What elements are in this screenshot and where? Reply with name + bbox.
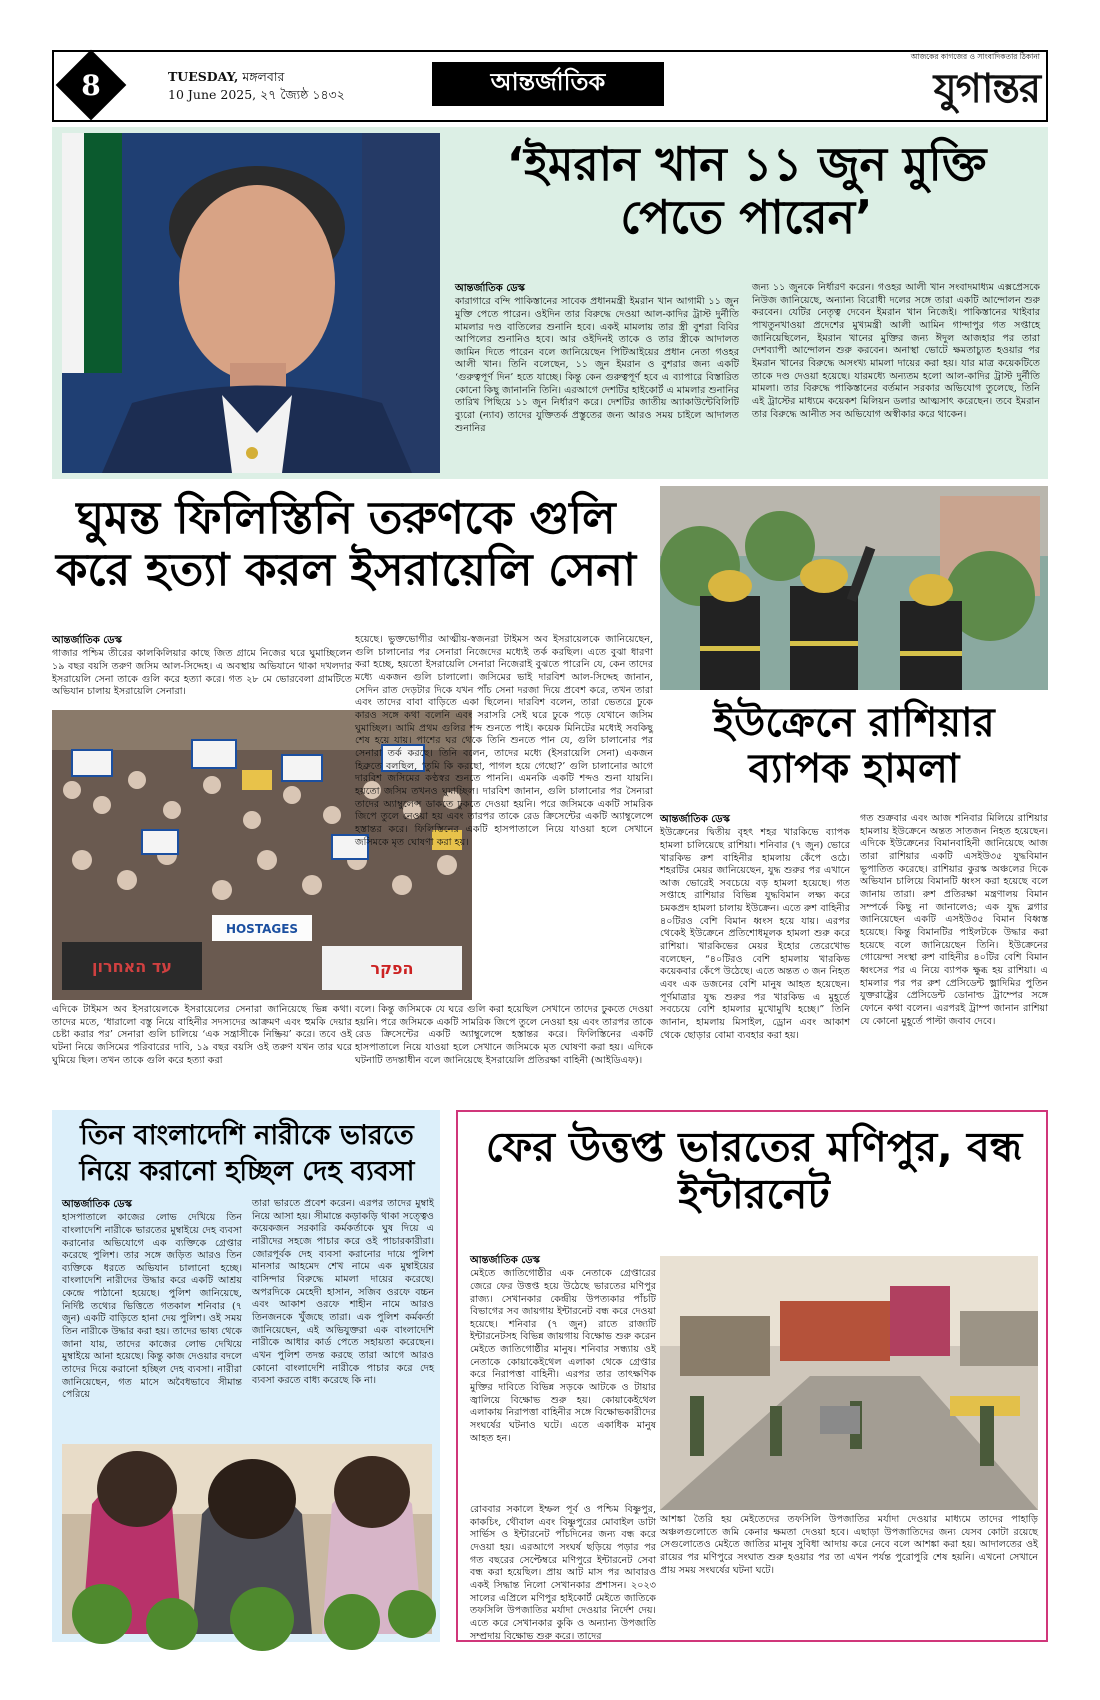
day-en: TUESDAY, [168, 69, 239, 84]
gaza-text-top: গাজার পশ্চিম তীরের কালকিলিয়ার কাছে জিত গ্রামে নিজের ঘরে ঘুমাচ্ছিলেন ১৯ বছর বয়সি তরুণ জসিম আল-সিদ্দেহ। এ অবস্থায় অভিযানে থাকা দখলদার ইসরায়েলি সেনা তাকে গুলি করে হত্যা করে। গত ২৮ মে ভোরবেলা গ্রামটিতে অভিযান চালায় ইসরায়েলি সেনারা। [52, 648, 352, 698]
ukraine-text-2: গত শুক্রবার এবং আজ শনিবার মিলিয়ে রাশিয়ার হামলায় ইউক্রেনে অন্তত সাতজন নিহত হয়েছেন। এদিকে ইউক্রেনের বিমানবাহিনী জানিয়েছে আজ তারা রাশিয়ার একটি এসইউ৩৫ যুদ্ধবিমান ভূপাতিত করেছে। রাশিয়ার কুরস্ক অঞ্চলের দিকে অভিযান চালিয়ে বিমানটি ধ্বংস করা হয়েছে বলে জানায় তারা। রুশ প্রতিরক্ষা মন্ত্রণালয় বিমান সম্পর্কে কিছু না জানালেও; এক যুদ্ধ ব্লগার জানিয়েছেন একটি এসইউ৩৫ বিমান বিধ্বস্ত হয়েছে। কিন্তু বিমানটির পাইলটকে উদ্ধার করা হয়েছে বলে জানিয়েছেন তিনি। ইউক্রেনের গোয়েন্দা সংস্থা রুশ বাহিনীর ৪০টির বেশি বিমান ধ্বংসের পর এ নিয়ে ব্যাপক ক্ষুব্ধ হয় রাশিয়া। এ হামলার পর পর রুশ প্রেসিডেন্ট ভ্লাদিমির পুতিন যুক্তরাষ্ট্রের প্রেসিডেন্ট ডোনাল্ড ট্রাম্পের সঙ্গে ফোনে কথা বলেন। এরপরই ট্রাম্প জানান রাশিয়া যে কোনো মুহূর্তে পাল্টা জবাব দেবে। [860, 813, 1048, 1027]
bangladesh-text-2: তারা ভারতে প্রবেশ করেন। এরপর তাদের মুম্বাই নিয়ে আসা হয়। সীমান্তে কড়াকড়ি থাকা সত্ত্বেও কয়েকজন সরকারি কর্মকর্তাকে ঘুষ দিয়ে এ নারীদের সহজে পাচার করে ওই পাচারকারীরা। জোরপূর্বক দেহ ব্যবসা করানোর দায়ে পুলিশ মানসার আহমেদ শেখ নামে এক মুম্বাইয়ের বাসিন্দার বিরুদ্ধে মামলা দায়ের করেছে। অপরদিকে মেহেদী হাসান, সজিব ওরফে বচ্চন এবং আকাশ ওরফে শাহীন নামে আরও তিনজনকে খুঁজছে তারা। এক পুলিশ কর্মকর্তা জানিয়েছেন, এই অভিযুক্তরা এক বাংলাদেশি নারীকে আধার কার্ড পেতে সহায়তা করেছেন। এখন পুলিশ তদন্ত করছে তারা আগে আরও কোনো বাংলাদেশি নারীকে পাচার করে দেহ ব্যবসা করতে বাধ্য করেছে কি না। [252, 1198, 434, 1387]
ukraine-text-1: ইউক্রেনের দ্বিতীয় বৃহৎ শহর খারকিভে ব্যাপক হামলা চালিয়েছে রাশিয়া। শনিবার (৭ জুন) ভোরে খারকিভ রুশ বাহিনীর হামলায় কেঁপে ওঠে। শহরটির মেয়র জানিয়েছেন, যুদ্ধ শুরুর পর এখানে আজ ভোরেই সবচেয়ে বড় হামলা হয়েছে। গত সপ্তাহে রাশিয়ার বিভিন্ন যুদ্ধবিমান লক্ষ্য করে চমকপ্রদ হামলা চালায় ইউক্রেন। এতে রুশ বাহিনীর ৪০টিরও বেশি বিমান ধ্বংস হয়ে যায়। এরপর থেকেই ইউক্রেনে প্রতিশোধমূলক হামলা শুরু করে রাশিয়া। খারকিভের মেয়র ইহোর তেরেখোভ বলেছেন, “৪০টিরও বেশি হামলায় খারকিভ কয়েকবার কেঁপে উঠেছে। এতে অন্তত ৩ জন নিহত এবং এক ডজনের বেশি মানুষ আহত হয়েছেন। পূর্ণমাত্রার যুদ্ধ শুরুর পর খারকিভ এ মুহূর্তে সবচেয়ে বেশি হামলার মুখোমুখি হচ্ছে।” তিনি জানান, হামলায় মিসাইল, ড্রোন এবং আকাশ থেকে ছোড়ার বোমা ব্যবহার করা হয়। [660, 827, 850, 1041]
bangladesh-column-2 [252, 1198, 434, 1440]
protest-sign-1: עד האחרון [92, 957, 172, 976]
manipur-text-bottom-1: রোববার সকালে ইম্ফল পূর্ব ও পশ্চিম বিষ্ণুপুর, কাকচিং, থৌবাল এবং বিষ্ণুপুরের মোবাইল ডাটা সার্ভিস ও ইন্টারনেট পাঁচদিনের জন্য বন্ধ করে দেওয়া হয়। এরআগে সংঘর্ষ ছড়িয়ে পড়ার পর গত বছরের সেপ্টেম্বরে মণিপুরে ইন্টারনেট সেবা বন্ধ করা হয়েছিল। প্রায় আট মাস পর আবারও একই সিদ্ধান্ত নিলো সেখানকার প্রশাসন। ২০২৩ সালের এপ্রিলে মণিপুর হাইকোর্ট মেইতে জাতিকে তফসিলি উপজাতির মর্যাদা দেওয়ার নির্দেশ দেয়। এতে করে সেখানকার কুকি ও অন্যান্য উপজাতি সম্প্রদায় বিক্ষোভ শুরু করে। তাদের [470, 1504, 656, 1642]
imran-text-2: জন্য ১১ জুনকে নির্ধারণ করেন। গওহর আলী খান সংবাদমাধ্যম এক্সপ্রেসকে নিউজ জানিয়েছে, অন্যান্য বিরোধী দলের সঙ্গে তারা একটি আন্দোলন শুরু করবেন। যেটির নেতৃত্ব দেবেন ইমরান খান নিজেই। পাকিস্তানের খাইবার পাখতুনখাওয়া প্রদেশের মুখ্যমন্ত্রী আলী আমিন গান্দাপুর গত সপ্তাহে জানিয়েছিলেন, ইমরান খানের মুক্তির জন্য ঈদুল আজহার পর তারা দেশব্যাপী আন্দোলন শুরু করবেন। অনাস্থা ভোটে ক্ষমতাচ্যুত হওয়ার পর ইমরান খানের বিরুদ্ধে অসংখ্য মামলা দায়ের করা হয়। যার মাত্র কয়েকটিতে তাকে দণ্ড দেওয়া হয়েছে। যারমধ্যে অন্যতম হলো আল-কাদির ট্রাস্ট দুর্নীতি মামলা। তার বিরুদ্ধে পাকিস্তানের বর্তমান সরকার অভিযোগ তুলেছে, তিনি এই ট্রাস্টের মাধ্যমে কয়েকশ মিলিয়ন ডলার আত্মসাৎ করেছেন। তবে ইমরান তার বিরুদ্ধে আনীত সব অভিযোগ অস্বীকার করে থাকেন। [752, 282, 1040, 420]
imran-column-1 [455, 282, 739, 474]
manipur-bottom-2 [660, 1514, 1038, 1634]
manipur-street-photo [660, 1256, 1038, 1510]
imran-column-2 [752, 282, 1040, 474]
gaza-bottom-1 [52, 1004, 352, 1090]
brand-tagline: আজকের কাগজের ও সাংবাদিকতার ঠিকানা [910, 52, 1040, 61]
bangladesh-column-1 [62, 1198, 242, 1440]
bangladesh-headline: তিন বাংলাদেশি নারীকে ভারতে নিয়ে করানো হচ্ছিল দেহ ব্যবসা [79, 1120, 415, 1188]
dateline [168, 68, 388, 104]
women-silhouette-photo [62, 1444, 432, 1634]
gaza-intro [52, 634, 352, 706]
ukraine-headline: ইউক্রেনে রাশিয়ার ব্যাপক হামলা [713, 700, 995, 792]
date: 10 June 2025, ২৭ জ্যৈষ্ঠ ১৪৩২ [168, 87, 345, 103]
page-number: 8 [81, 68, 101, 102]
bangladesh-desk: আন্তর্জাতিক ডেস্ক [62, 1199, 132, 1210]
gaza-desk: আন্তর্জাতিক ডেস্ক [52, 635, 122, 646]
firefighters-photo [660, 486, 1048, 690]
ukraine-column-1 [660, 813, 850, 1093]
manipur-text-bottom-2: আশঙ্কা তৈরি হয় মেইতেদের তফসিলি উপজাতির মর্যাদা দেওয়ার মাধ্যমে তাদের পাহাড়ি অঞ্চলগুলোতে জমি কেনার ক্ষমতা দেওয়া হবে। এছাড়া উপজাতিদের জন্য যেসব কোটা রয়েছে সেগুলোতেও মেইতে জাতির মানুষ সুবিধা আদায় করে নেবে বলে আশঙ্কা করা হয়। আদালতের ওই রায়ের পর মণিপুরে সংঘাত শুরু হওয়ার পর তা এখন পর্যন্ত পুরোপুরি শেষ হয়নি। এখনো সেখানে প্রায় সময় সংঘর্ষের ঘটনা ঘটে। [660, 1514, 1038, 1576]
gaza-text-bottom-2: বলে। কিন্তু জসিমকে যে ঘরে গুলি করা হয়েছিল সেখানে তাদের ঢুকতে দেওয়া হয়নি। পরে জসিমকে একটি সামরিক জিপে তুলে নেওয়া হয় এবং তারপর তাকে রেড ক্রিসেন্টের একটি অ্যাম্বুলেন্সে হস্তান্তর করে। ফিলিস্তিনের একটি হাসপাতালে নিয়ে যাওয়া হলে সেখানে জসিমকে মৃত ঘোষণা করা হয়। এদিকে ঘটনাটি তদন্তাধীন বলে জানিয়েছে ইসরায়েলি প্রতিরক্ষা বাহিনী (আইডিএফ)। [355, 1004, 653, 1066]
manipur-desk: আন্তর্জাতিক ডেস্ক [470, 1255, 540, 1266]
protest-sign-3: HOSTAGES [225, 922, 299, 936]
manipur-bottom-1 [470, 1504, 656, 1642]
manipur-text-1: মেইতে জাতিগোষ্ঠীর এক নেতাকে গ্রেপ্তারের জেরে ফের উত্তপ্ত হয়ে উঠেছে ভারতের মণিপুর রাজ্য। সেখানকার কেন্দ্রীয় উপত্যকার পাঁচটি বিভাগের সব জায়গায় ইন্টারনেট বন্ধ করে দেওয়া হয়েছে। শনিবার (৭ জুন) রাতে রাজ্যটি ইন্টারনেটসহ বিভিন্ন জায়গায় বিক্ষোভ শুরু করেন মেইতে জাতিগোষ্ঠীর মানুষ। শনিবার সন্ধ্যায় ওই নেতাকে কোয়াকেইথেল এলাকা থেকে গ্রেপ্তার করে নিরাপত্তা বাহিনী। এরপর তার তাৎক্ষণিক মুক্তির দাবিতে বিভিন্ন সড়কে আটকে ও টায়ার জ্বালিয়ে বিক্ষোভ শুরু হয়। কোয়াকেইথেল এলাকায় নিরাপত্তা বাহিনীর সঙ্গে বিক্ষোভকারীদের সংঘর্ষের ঘটনাও ঘটে। এতে একাধিক মানুষ আহত হন। [470, 1268, 656, 1444]
day-bn: মঙ্গলবার [242, 69, 285, 84]
ukraine-column-2 [860, 813, 1048, 1093]
manipur-headline: ফের উত্তপ্ত ভারতের মণিপুর, বন্ধ ইন্টারনেট [485, 1123, 1023, 1219]
gaza-bottom-2 [355, 1004, 653, 1090]
protest-sign-2: הפקר [370, 959, 414, 978]
manipur-column [470, 1254, 656, 1500]
imran-headline: ‘ইমরান খান ১১ জুন মুক্তি পেতে পারেন’ [506, 137, 987, 244]
gaza-column-right [355, 634, 653, 1004]
newspaper-logo: যুগান্তর [933, 64, 1040, 112]
imran-text-1: কারাগারে বন্দি পাকিস্তানের সাবেক প্রধানমন্ত্রী ইমরান খান আগামী ১১ জুন মুক্তি পেতে পারেন। ওইদিন তার বিরুদ্ধে দেওয়া আল-কাদির ট্রাস্ট দুর্নীতি মামলার দণ্ড বাতিলের শুনানি হবে। একই মামলায় তার স্ত্রী বুশরা বিবির আপিলের শুনানিও হবে। আর ওইদিনই তাকে ও তার স্ত্রীকে আদালত জামিন দিতে পারেন বলে জানিয়েছেন পিটিআইয়ের প্রধান নেতা গওহর আলী খান। তিনি বলেছেন, ১১ জুন ইমরান ও বুশরার জন্য একটি ‘গুরুত্বপূর্ণ দিন’ হতে যাচ্ছে। কিন্তু কেন গুরুত্বপূর্ণ হবে এ ব্যাপারে বিস্তারিত কোনো কিছু জানাননি তিনি। এরআগে দেশটির হাইকোর্ট এ মামলার শুনানির তারিখ পিছিয়ে ১১ জুন নির্ধারণ করে। দেশটির জাতীয় অ্যাকাউন্টেবিলিটি ব্যুরো (ন্যাব) তাদের যুক্তিতর্ক প্রস্তুতের জন্য আরও সময় চাইলে আদালত শুনানির [455, 296, 739, 434]
gaza-text-bottom-1: এদিকে টাইমস অব ইসরায়েলকে ইসরায়েলের সেনারা জানিয়েছে ভিন্ন কথা। তাদের মতে, ‘ধারালো বস্তু নিয়ে বাহিনীর সদস্যদের আক্রমণ এবং হুমকি দেয়ার চেষ্টা করার পর’ সেনারা গুলি চালিয়ে ‘এক সন্ত্রাসীকে নিষ্ক্রিয়’ করে। তবে ওই ঘটনা নিয়ে জসিমের পরিবারের দাবি, ১৯ বছর বয়সি ওই তরুণ যখন তার ঘরে ঘুমিয়ে ছিল। তখন তাকে গুলি করে হত্যা করা [52, 1004, 352, 1066]
gaza-text-right: হয়েছে। ভুক্তভোগীর আত্মীয়-স্বজনরা টাইমস অব ইসরায়েলকে জানিয়েছেন, গুলি চালানোর পর সেনারা নিজেদের মধ্যেই তর্ক করছিল। এতে বুঝা ধারণা করা হচ্ছে, হয়তো ইসরায়েলি সেনারা নিজেরাই বুঝতে পারেনি যে, কেন তাদের মধ্যে একজন গুলি চালালো। জসিমের ভাই দারবিশ আল-সিদ্দেহ জানান, সেদিন রাত দেড়টার দিকে যখন পাঁচ সেনা দরজা দিয়ে প্রবেশ করে, তখন তারা এবং তাদের বাবা বাড়িতে একা ছিলেন। দারবিশ বলেন, তারা ভেতরে ঢুকে কারও সঙ্গে কথা বলেনি এবং সরাসরি সেই ঘরে ঢুকে পড়ে যেখানে জসিম ঘুমাচ্ছিল। আমি প্রথম গুলির শব্দ শুনতে পাই। কয়েক মিনিটের মধ্যেই সবকিছু শেষ হয়ে যায়। পাশের ঘর থেকে তিনি শুনতে পান যে, গুলি চালানোর পর সেনারা তর্ক করছে। তিনি বলেন, তাদের মধ্যে (ইসরায়েলি সেনা) একজন হিব্রুতে বলছিল, ‘তুমি কি করছো, পাগল হয়ে গেছো?’ গুলি চালানোর আগে দারবিশ জসিমের কণ্ঠস্বর শুনতে পাননি। এমনকি একটি শব্দও শুনা যায়নি। হয়তো জসিম তখনও ঘুমাচ্ছিল। দারবিশ জানান, গুলি চালানোর পর সৈন্যরা তাদের অ্যাম্বুলেন্স ডাকতে ঢুকতে দেওয়া হয়নি। পরে জসিমকে একটি সামরিক জিপে তুলে নেওয়া হয় এবং তারপর তাকে রেড ক্রিসেন্টের একটি অ্যাম্বুলেন্সে হস্তান্তর করে। ফিলিস্তিনের একটি হাসপাতালে নিয়ে যাওয়া হলে সেখানে জসিমকে মৃত ঘোষণা করা হয়। [355, 634, 653, 848]
section-label: আন্তর্জাতিক [432, 62, 664, 106]
ukraine-desk: আন্তর্জাতিক ডেস্ক [660, 814, 730, 825]
gaza-headline: ঘুমন্ত ফিলিস্তিনি তরুণকে গুলি করে হত্যা করল ইসরায়েলি সেনা [55, 491, 637, 596]
imran-desk: আন্তর্জাতিক ডেস্ক [455, 283, 525, 294]
imran-khan-photo [62, 133, 440, 473]
bangladesh-text-1: হাসপাতালে কাজের লোভ দেখিয়ে তিন বাংলাদেশি নারীকে ভারতের মুম্বাইয়ে দেহ ব্যবসা করানোর অভিযোগে এক ব্যক্তিকে গ্রেপ্তার করেছে পুলিশ। তার সঙ্গে জড়িত আরও তিন ব্যক্তিকে ধরতে অভিযান চালানো হচ্ছে। বাংলাদেশি নারীদের উদ্ধার করে একটি আশ্রয় কেন্দ্রে পাঠানো হয়েছে। পুলিশ জানিয়েছে, নির্দিষ্ট তথ্যের ভিত্তিতে গতকাল শনিবার (৭ জুন) একটি বাড়িতে হানা দেয় পুলিশ। ওই সময় তিন নারীকে উদ্ধার করা হয়। তাদের ভাষ্য থেকে জানা যায়, তাদের কাজের লোভ দেখিয়ে মুম্বাইয়ে আনা হয়েছে। কিন্তু কাজ দেওয়ার বদলে তাদের দিয়ে করানো হচ্ছিল দেহ ব্যবসা। নারীরা জানিয়েছেন, গত মাসে অবৈধভাবে সীমান্ত পেরিয়ে [62, 1212, 242, 1401]
